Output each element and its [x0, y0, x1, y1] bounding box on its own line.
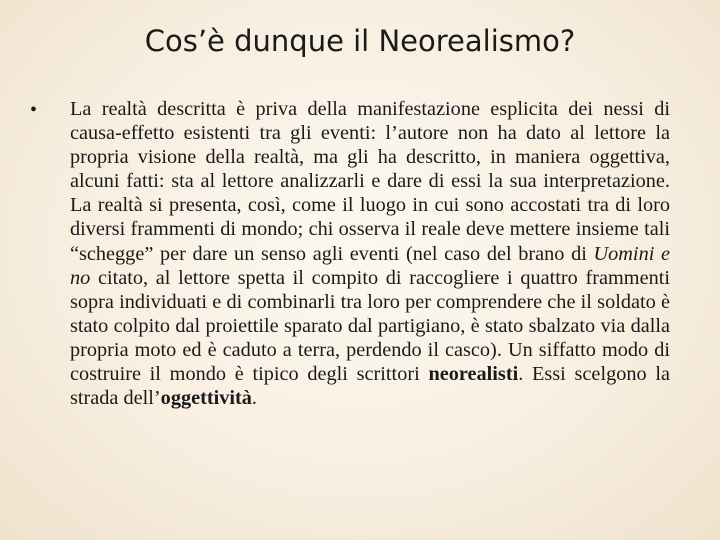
paragraph-text-part3: . Essi scelgono la strada dell’: [70, 363, 670, 410]
work-title: Uomini e no: [70, 242, 670, 289]
paragraph-text-part2: citato, al lettore spetta il compito di raccogliere i quattro frammenti sopra individuati e di combinarli tra loro per comprendere che il soldato è stato colpito dal proiettile sparato dal partigiano, è stato sbalzato via dalla propria moto ed è caduto a terra, perdendo il casco). Un siffatto modo di costruire il mondo è tipico degli scrittori: [70, 266, 670, 386]
bullet-icon: •: [30, 99, 38, 121]
paragraph-text-part1: La realtà descritta è priva della manifestazione esplicita dei nessi di causa-effetto esistenti tra gli eventi: l’autore non ha dato al lettore la propria visione della realtà, ma gli ha descritto, in maniera oggettiva, alcuni fatti: sta al lettore analizzarli e dare di essi la sua interpretazione. La realtà si presenta, così, come il luogo in cui sono accostati tra di loro diversi frammenti di mondo; chi osserva il reale deve mettere insieme tali “schegge” per dare un senso agli eventi (nel caso del brano di: [70, 98, 670, 265]
term-oggettivita: oggettività: [160, 387, 252, 410]
slide-title: Cos’è dunque il Neorealismo?: [144, 24, 576, 58]
bullet-paragraph: [70, 97, 670, 410]
paragraph-text-part4: .: [251, 387, 257, 410]
term-neorealisti: neorealisti: [428, 363, 519, 386]
